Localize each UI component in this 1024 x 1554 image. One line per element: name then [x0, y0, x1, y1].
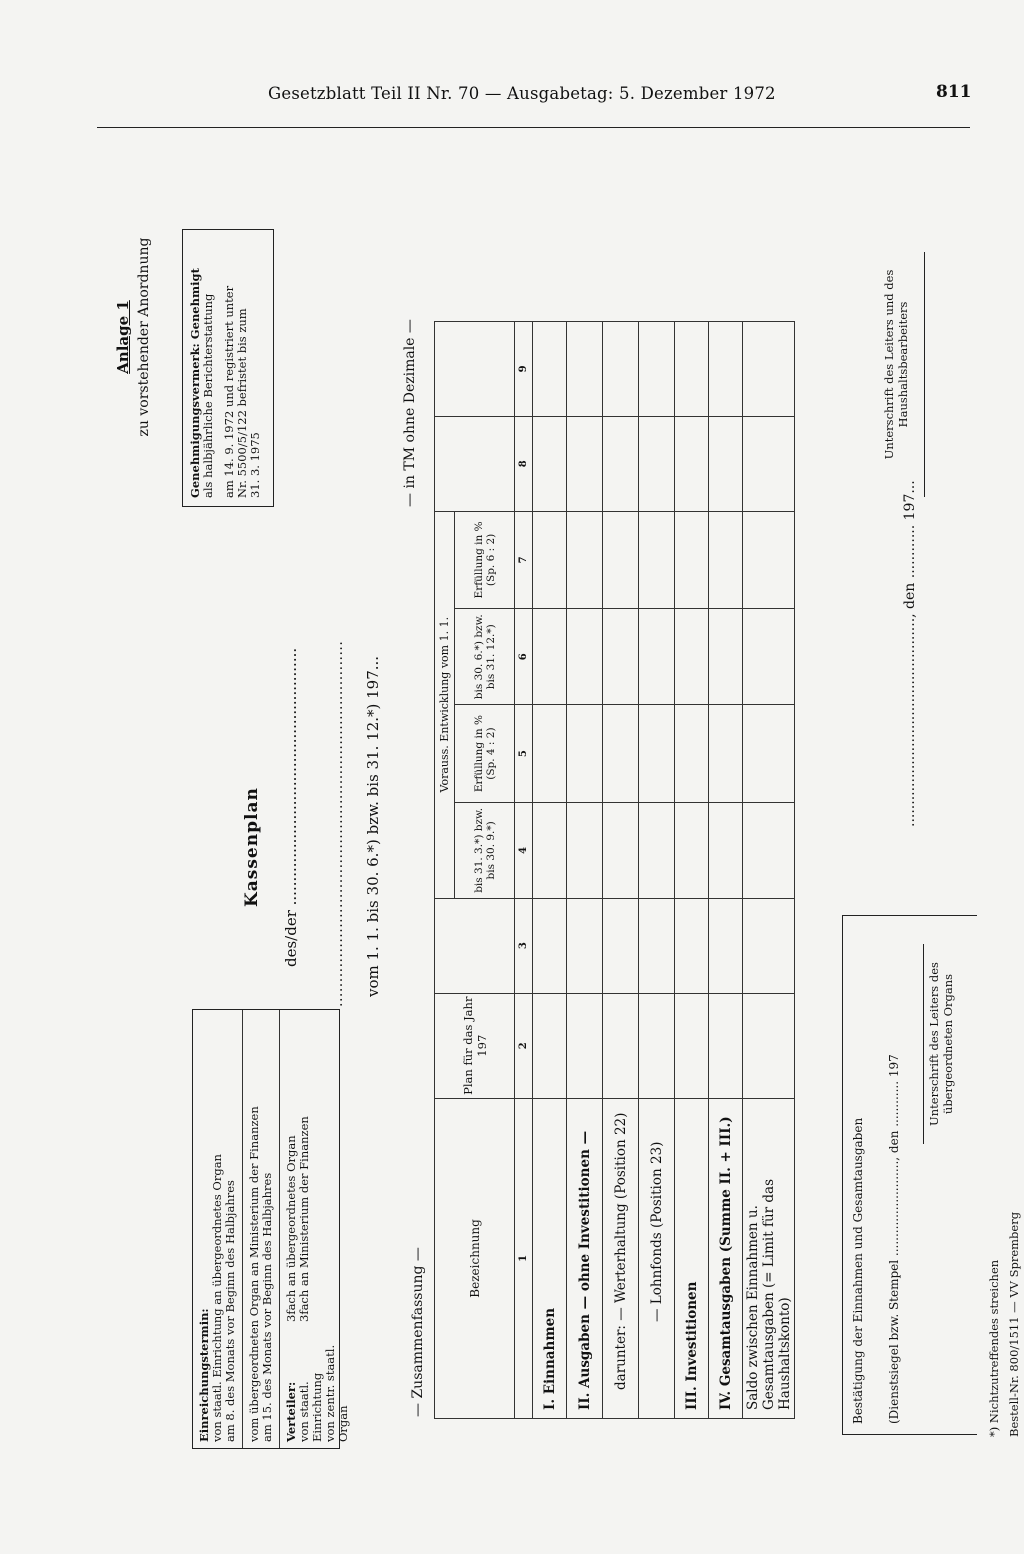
table-row — [533, 322, 567, 1419]
header-vorauss: Vorauss. Entwicklung vom 1. 1. — [435, 511, 455, 898]
verteiler-label: Verteiler: — [284, 1381, 298, 1442]
gazette-header: Gesetzblatt Teil II Nr. 70 — Ausgabetag: 5. Dezember 1972 — [268, 84, 776, 103]
bestaetigung-title: Bestätigung der Einnahmen und Gesamtausgaben — [851, 1117, 865, 1424]
colnum: 1 — [515, 1098, 533, 1418]
einreichung-label: Einreichungstermin: — [197, 1308, 211, 1442]
footnote: *) Nichtzutreffendes streichen — [987, 1259, 1001, 1437]
verteiler-v1b: 3fach an übergeordnetes Organ — [284, 1135, 298, 1322]
zusammenfassung-label: — Zusammenfassung — — [410, 1247, 426, 1417]
signature-rule — [924, 252, 925, 497]
table-row — [603, 322, 639, 1419]
colnum: 2 — [515, 993, 533, 1098]
einreichung-line2: von staatl. Einrichtung an übergeordnetes Organ — [210, 1154, 224, 1442]
rotated-form — [82, 207, 1021, 1467]
header-erfuellung-4-2: Erfüllung in % (Sp. 4 : 2) — [455, 705, 515, 803]
header-col3-empty — [435, 898, 515, 993]
genehmigung-line3: am 14. 9. 1972 und registriert unter — [222, 285, 236, 498]
verteiler-v2b: 3fach an Ministerium der Finanzen — [297, 1116, 311, 1322]
unterschrift-leiter: Unterschrift des Leiters und des Haushaltsbearbeiters — [882, 269, 910, 460]
header-rule — [97, 127, 970, 128]
anlage-block — [114, 217, 152, 457]
genehmigung-line1: Genehmigungsvermerk: Genehmigt — [188, 268, 202, 498]
header-col8-empty — [435, 416, 515, 511]
table-row — [639, 322, 675, 1419]
bestaetigung-siegel: (Dienstsiegel bzw. Stempel ........................., den ............ 197 — [887, 1054, 901, 1424]
page-number: 811 — [936, 82, 972, 102]
einreichung-box — [192, 1009, 350, 1449]
header-bis-31-3: bis 31. 3.*) bzw. bis 30. 9.*) — [455, 802, 515, 898]
header-bis-30-6: bis 30. 6.*) bzw. bis 31. 12.*) — [455, 609, 515, 705]
einreichung-line5: am 15. des Monats vor Beginn des Halbjahres — [260, 1172, 274, 1442]
header-col9-empty — [435, 322, 515, 417]
colnum-row — [515, 322, 533, 1419]
row-label: — Lohnfonds (Position 23) — [639, 1098, 675, 1418]
anlage-subtitle: zu vorstehender Anordnung — [136, 237, 152, 437]
verteiler-v2a: von zentr. staatl. Organ — [323, 1344, 350, 1442]
header-plan: Plan für das Jahr 197 — [435, 993, 515, 1098]
header-erfuellung-6-2: Erfüllung in % (Sp. 6 : 2) — [455, 511, 515, 609]
bestaetigung-unterschrift: Unterschrift des Leiters des übergeordneten Organs — [923, 944, 955, 1144]
colnum: 9 — [515, 322, 533, 417]
verteiler-v1a: von staatl. Einrichtung — [297, 1372, 324, 1442]
row-label: Saldo zwischen Einnahmen u. Gesamtausgaben (= Limit für das Haushaltskonto) — [743, 1098, 795, 1418]
genehmigung-line5: 31. 3. 1975 — [248, 432, 262, 498]
header-bezeichnung: Bezeichnung — [435, 1098, 515, 1418]
einreichung-line3: am 8. des Monats vor Beginn des Halbjahres — [223, 1180, 237, 1442]
einreichung-line4: vom übergeordneten Organ an Ministerium der Finanzen — [247, 1106, 261, 1442]
dotted-line: .......................................................................... — [330, 640, 346, 1007]
bestaetigung-box — [842, 915, 977, 1435]
period-line: vom 1. 1. bis 30. 6.*) bzw. bis 31. 12.*) 197... — [364, 655, 382, 997]
genehmigung-box — [182, 229, 274, 507]
kassenplan-title: Kassenplan — [242, 787, 262, 907]
kassenplan-table — [434, 321, 795, 1419]
row-label: IV. Gesamtausgaben (Summe II. + III.) — [709, 1098, 743, 1418]
table-row — [709, 322, 743, 1419]
genehmigung-line2: als halbjährliche Berichterstattung — [201, 293, 215, 498]
colnum: 5 — [515, 705, 533, 803]
colnum: 7 — [515, 511, 533, 609]
bestell-nr: Bestell-Nr. 800/1511 — VV Spremberg — [1007, 1211, 1021, 1437]
colnum: 6 — [515, 609, 533, 705]
row-label: I. Einnahmen — [533, 1098, 567, 1418]
colnum: 8 — [515, 416, 533, 511]
row-label: III. Investitionen — [675, 1098, 709, 1418]
einheit-label: — in TM ohne Dezimale — — [402, 319, 418, 507]
row-label: II. Ausgaben — ohne Investitionen — — [567, 1098, 603, 1418]
anlage-title: Anlage 1 — [114, 300, 132, 374]
table-row — [567, 322, 603, 1419]
table-row — [743, 322, 795, 1419]
row-label: darunter: — Werterhaltung (Position 22) — [603, 1098, 639, 1418]
colnum: 4 — [515, 802, 533, 898]
table-row — [675, 322, 709, 1419]
ort-datum-line: ..............................................., den ............ 197... — [902, 480, 918, 827]
genehmigung-line4: Nr. 5500/5/122 befristet bis zum — [235, 308, 249, 498]
des-der-line: des/der ...................................................... — [282, 647, 300, 967]
colnum: 3 — [515, 898, 533, 993]
